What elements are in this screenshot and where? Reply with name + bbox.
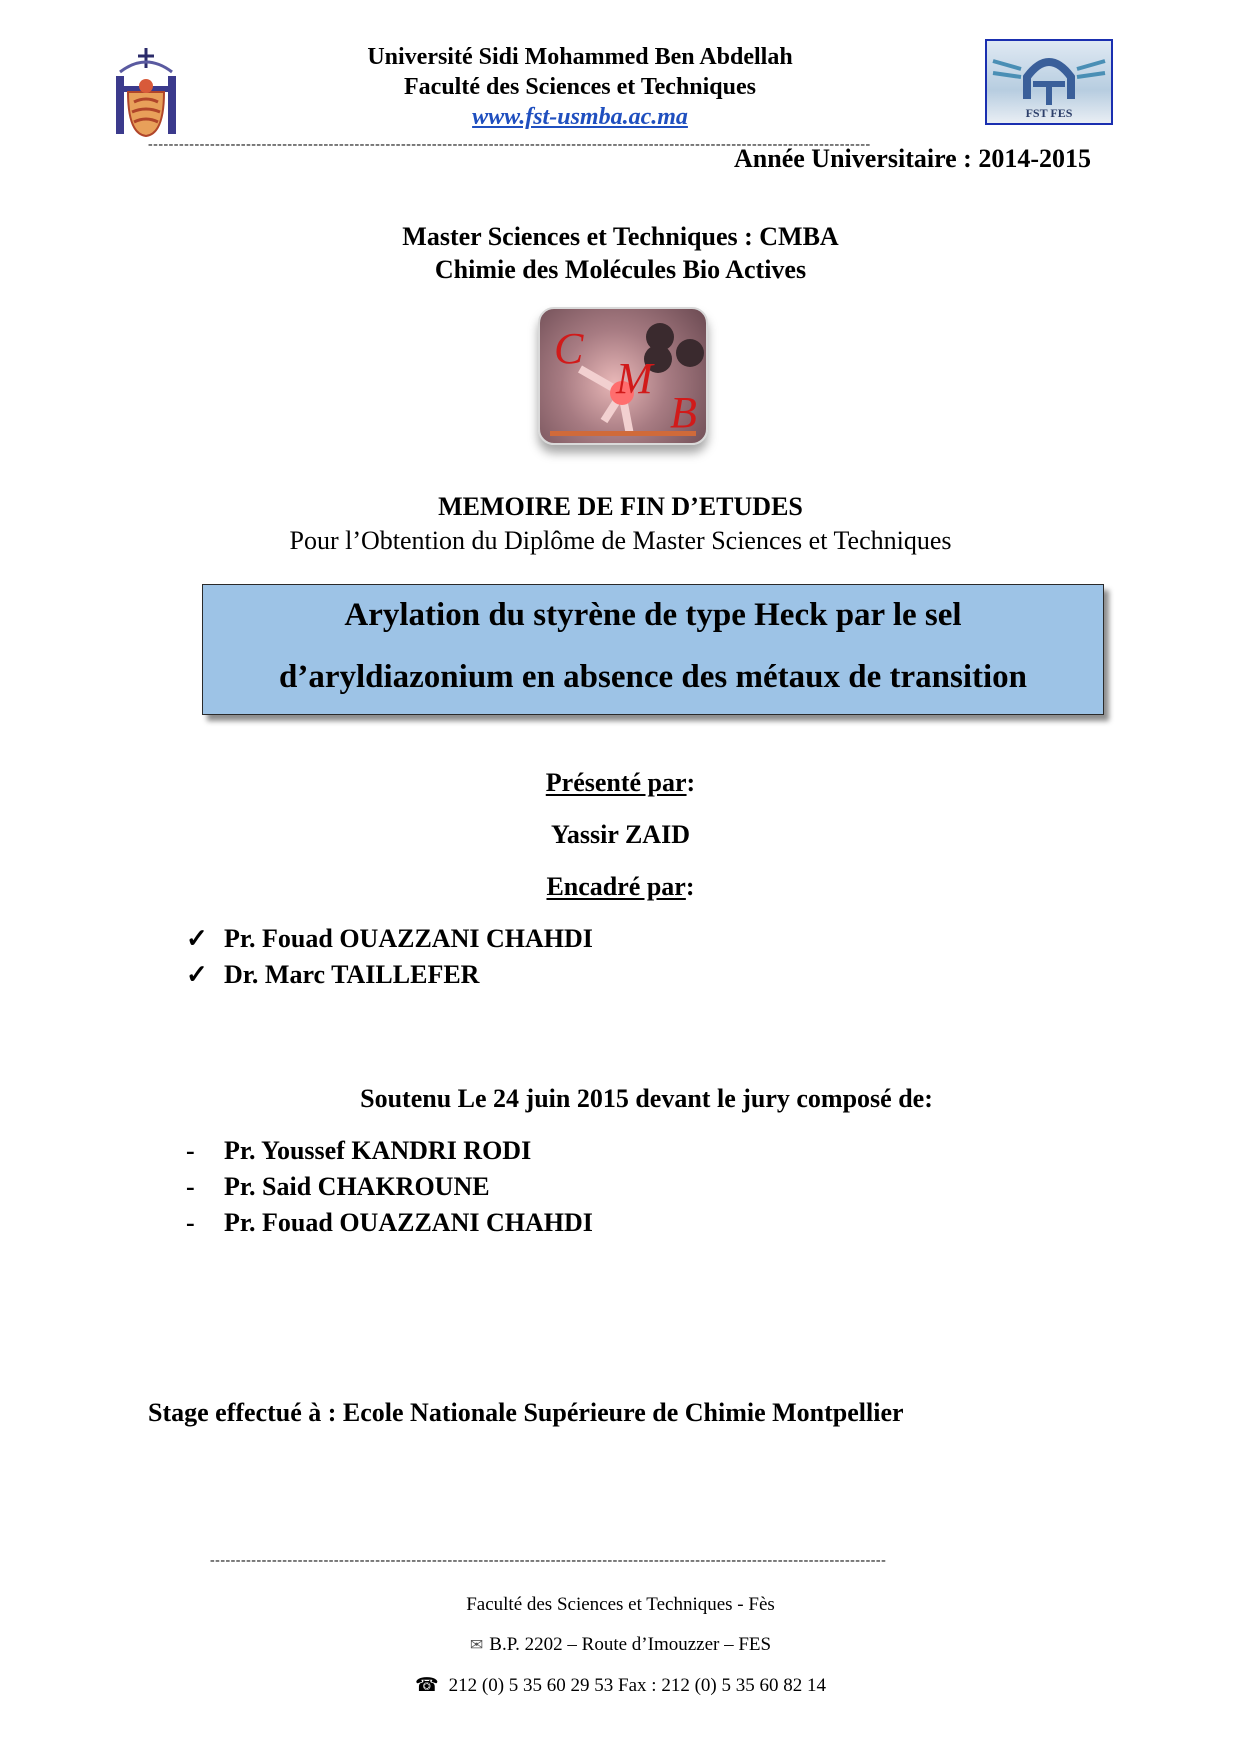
dash-bullet: - xyxy=(186,1172,195,1201)
thesis-title-line-1: Arylation du styrène de type Heck par le sel xyxy=(344,597,962,633)
cmba-logo xyxy=(538,307,708,445)
jury-member-name: Pr. Fouad OUAZZANI CHAHDI xyxy=(224,1208,593,1237)
academic-year: Année Universitaire : 2014-2015 xyxy=(734,144,1091,173)
master-program: Master Sciences et Techniques : CMBA xyxy=(402,222,839,251)
faculty-name: Faculté des Sciences et Techniques xyxy=(404,74,756,100)
fst-fes-logo xyxy=(985,39,1113,125)
footer-faculty: Faculté des Sciences et Techniques - Fès xyxy=(466,1594,775,1615)
phone-icon: ☎ xyxy=(414,1675,439,1696)
thesis-title-line-2: d’aryldiazonium en absence des métaux de transition xyxy=(278,659,1027,695)
master-specialty: Chimie des Molécules Bio Actives xyxy=(434,255,807,284)
footer-address: ✉ B.P. 2202 – Route d’Imouzzer – FES xyxy=(469,1634,772,1655)
cmb-letter-c: C xyxy=(554,324,584,373)
university-name: Université Sidi Mohammed Ben Abdellah xyxy=(367,44,793,70)
defense-statement: Soutenu Le 24 juin 2015 devant le jury composé de: xyxy=(360,1084,933,1113)
university-crest-logo xyxy=(112,46,180,138)
presented-by-label: Présenté par xyxy=(545,768,687,797)
mail-icon: ✉ xyxy=(469,1637,484,1654)
checkmark-icon: ✓ xyxy=(186,924,208,953)
thesis-purpose: Pour l’Obtention du Diplôme de Master Sciences et Techniques xyxy=(289,526,952,555)
internship-location: Stage effectué à : Ecole Nationale Supérieure de Chimie Montpellier xyxy=(148,1398,904,1427)
supervisor-item xyxy=(186,960,479,990)
website-link[interactable]: www.fst-usmba.ac.ma xyxy=(472,104,688,130)
footer-phone: ☎ 212 (0) 5 35 60 29 53 Fax : 212 (0) 5 35 60 82 14 xyxy=(414,1675,826,1696)
dash-bullet: - xyxy=(186,1208,195,1237)
supervisor-name: Dr. Marc TAILLEFER xyxy=(224,960,480,989)
thesis-title-box xyxy=(202,584,1104,715)
cmb-letter-b: B xyxy=(670,388,697,437)
student-name: Yassir ZAID xyxy=(551,820,690,849)
checkmark-icon: ✓ xyxy=(186,960,208,989)
thesis-type: MEMOIRE DE FIN D’ETUDES xyxy=(438,492,803,521)
jury-member-name: Pr. Youssef KANDRI RODI xyxy=(224,1136,532,1165)
supervised-by-heading: Encadré par: xyxy=(546,872,695,901)
supervisor-item xyxy=(186,924,593,954)
fst-fes-logo-caption: FST FES xyxy=(1025,106,1073,120)
jury-member xyxy=(186,1208,593,1238)
presented-by-heading: Présenté par: xyxy=(545,768,696,797)
supervised-by-label: Encadré par xyxy=(546,872,686,901)
jury-member-name: Pr. Said CHAKROUNE xyxy=(224,1172,490,1201)
header-separator: -------------------------------------------------------------------------------------------------------------------------------------------- xyxy=(148,138,871,152)
footer-separator: ----------------------------------------------------------------------------------------------------------------------------------- xyxy=(210,1554,887,1568)
cmb-letter-m: M xyxy=(616,354,653,403)
jury-member xyxy=(186,1172,490,1202)
jury-member xyxy=(186,1136,531,1166)
supervisor-name: Pr. Fouad OUAZZANI CHAHDI xyxy=(224,924,593,953)
dash-bullet: - xyxy=(186,1136,195,1165)
